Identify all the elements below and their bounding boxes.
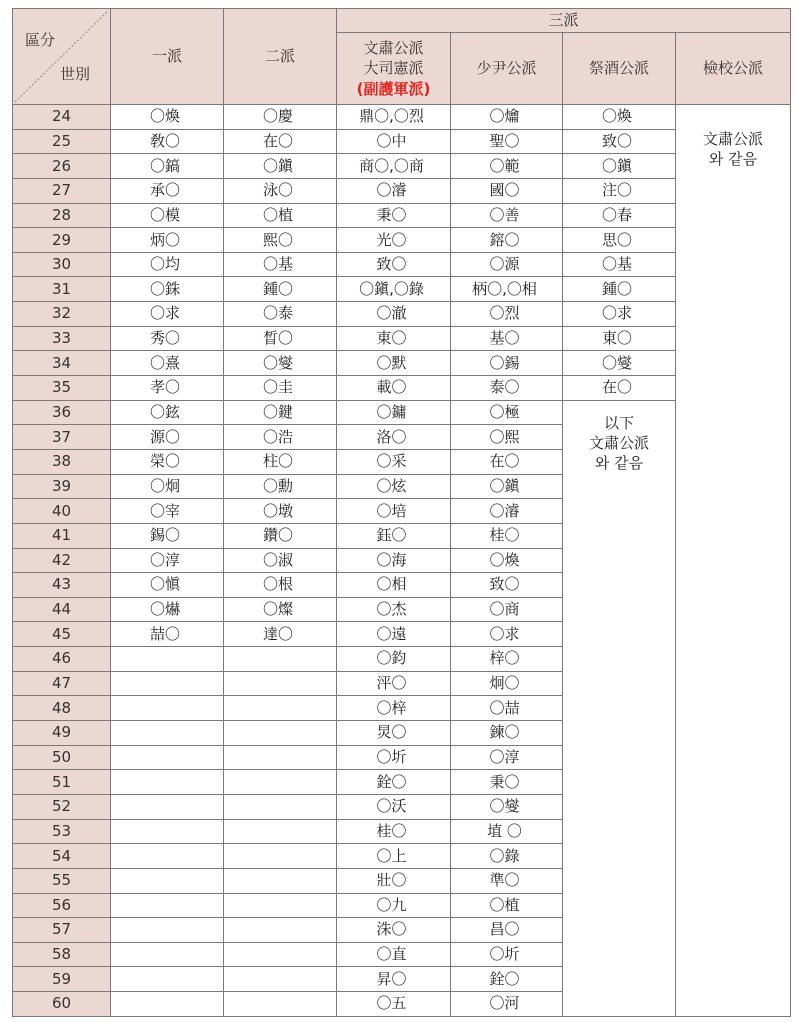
jejugong-cell: 〇鎭: [563, 154, 676, 179]
soyungong-cell: 秉〇: [451, 770, 563, 795]
jejugong-cell: 思〇: [563, 228, 676, 253]
soyungong-cell: 泰〇: [451, 376, 563, 401]
generation-number: 37: [13, 425, 111, 450]
table-row: [13, 105, 791, 130]
soyungong-cell: 基〇: [451, 326, 563, 351]
munsukgong-cell: 〇中: [337, 129, 451, 154]
munsukgong-cell: 〇九: [337, 893, 451, 918]
generation-number: 40: [13, 499, 111, 524]
generation-number: 32: [13, 302, 111, 327]
second-branch-cell: 泳〇: [224, 178, 337, 203]
generation-number: 55: [13, 868, 111, 893]
second-branch-cell: [224, 770, 337, 795]
soyungong-cell: 致〇: [451, 573, 563, 598]
munsukgong-cell: 商〇,〇商: [337, 154, 451, 179]
first-branch-cell: [111, 794, 224, 819]
second-branch-cell: 〇燦: [224, 597, 337, 622]
munsukgong-cell: 〇梓: [337, 696, 451, 721]
soyungong-cell: 在〇: [451, 449, 563, 474]
second-branch-cell: [224, 794, 337, 819]
generation-number: 56: [13, 893, 111, 918]
soyungong-cell: 梓〇: [451, 647, 563, 672]
first-branch-cell: [111, 967, 224, 992]
geomgyogong-note-line: 文肅公派: [703, 130, 764, 148]
first-branch-cell: 〇爀: [111, 597, 224, 622]
soyungong-cell: 〇錫: [451, 351, 563, 376]
jejugong-note: [563, 400, 676, 1016]
soyungong-cell: 昌〇: [451, 918, 563, 943]
first-branch-cell: [111, 992, 224, 1017]
first-branch-cell: [111, 647, 224, 672]
first-branch-cell: 〇鉉: [111, 400, 224, 425]
soyungong-cell: 〇煥: [451, 548, 563, 573]
munsukgong-cell: 壯〇: [337, 868, 451, 893]
first-branch-cell: [111, 893, 224, 918]
jejugong-cell: 東〇: [563, 326, 676, 351]
munsukgong-cell: 鈺〇: [337, 523, 451, 548]
munsukgong-cell: 〇濬: [337, 178, 451, 203]
first-branch-cell: [111, 721, 224, 746]
generation-number: 33: [13, 326, 111, 351]
table-row: [13, 252, 791, 277]
second-branch-cell: 〇墩: [224, 499, 337, 524]
first-branch-cell: 〇求: [111, 302, 224, 327]
second-branch-cell: 在〇: [224, 129, 337, 154]
generation-number: 48: [13, 696, 111, 721]
first-branch-cell: [111, 844, 224, 869]
munsukgong-cell: 〇五: [337, 992, 451, 1017]
first-branch-cell: 〇煥: [111, 105, 224, 130]
generation-number: 25: [13, 129, 111, 154]
table-row: [13, 351, 791, 376]
munsukgong-cell: 〇培: [337, 499, 451, 524]
first-branch-cell: 榮〇: [111, 449, 224, 474]
munsukgong-cell: 洙〇: [337, 918, 451, 943]
munsuk-header-line2: 大司憲派: [363, 58, 424, 77]
table-row: [13, 228, 791, 253]
munsukgong-cell: 銓〇: [337, 770, 451, 795]
first-branch-cell: 〇熹: [111, 351, 224, 376]
soyungong-cell: 〇鎭: [451, 474, 563, 499]
corner-label-generation: 世別: [60, 65, 91, 83]
generation-number: 24: [13, 105, 111, 130]
second-branch-cell: [224, 819, 337, 844]
second-branch-cell: 鍾〇: [224, 277, 337, 302]
munsukgong-cell: 〇圻: [337, 745, 451, 770]
soyungong-cell: 〇極: [451, 400, 563, 425]
munsukgong-cell: 鼎〇,〇烈: [337, 105, 451, 130]
soyungong-cell: 〇商: [451, 597, 563, 622]
soyungong-cell: 〇燮: [451, 794, 563, 819]
second-branch-cell: 〇根: [224, 573, 337, 598]
first-branch-cell: 〇鎬: [111, 154, 224, 179]
column-header-geomgyogong: 檢校公派: [676, 33, 791, 105]
first-branch-cell: 〇宰: [111, 499, 224, 524]
second-branch-cell: [224, 721, 337, 746]
generation-number: 51: [13, 770, 111, 795]
first-branch-cell: 〇淳: [111, 548, 224, 573]
munsukgong-cell: 光〇: [337, 228, 451, 253]
second-branch-cell: [224, 868, 337, 893]
munsukgong-cell: 昇〇: [337, 967, 451, 992]
second-branch-cell: [224, 671, 337, 696]
second-branch-cell: 〇植: [224, 203, 337, 228]
first-branch-cell: 承〇: [111, 178, 224, 203]
soyungong-cell: 埴 〇: [451, 819, 563, 844]
second-branch-cell: 〇基: [224, 252, 337, 277]
second-branch-cell: 〇淑: [224, 548, 337, 573]
munsukgong-cell: 東〇: [337, 326, 451, 351]
second-branch-cell: [224, 647, 337, 672]
jejugong-note-line: 와 같음: [594, 454, 644, 473]
munsukgong-cell: 〇直: [337, 942, 451, 967]
second-branch-cell: [224, 992, 337, 1017]
munsukgong-cell: 秉〇: [337, 203, 451, 228]
first-branch-cell: 〇炯: [111, 474, 224, 499]
generation-number: 39: [13, 474, 111, 499]
corner-header: [13, 9, 111, 105]
table-row: [13, 129, 791, 154]
soyungong-cell: 〇喆: [451, 696, 563, 721]
second-branch-cell: [224, 844, 337, 869]
first-branch-cell: [111, 868, 224, 893]
munsukgong-cell: 〇相: [337, 573, 451, 598]
second-branch-cell: [224, 942, 337, 967]
column-header-second-branch: 二派: [224, 9, 337, 105]
second-branch-cell: 〇圭: [224, 376, 337, 401]
soyungong-cell: 〇植: [451, 893, 563, 918]
generation-number: 52: [13, 794, 111, 819]
generation-name-table: [12, 8, 791, 1017]
soyungong-cell: 〇範: [451, 154, 563, 179]
generation-number: 57: [13, 918, 111, 943]
second-branch-cell: [224, 918, 337, 943]
generation-number: 53: [13, 819, 111, 844]
first-branch-cell: [111, 918, 224, 943]
second-branch-cell: 〇勳: [224, 474, 337, 499]
generation-number: 38: [13, 449, 111, 474]
soyungong-cell: 〇爚: [451, 105, 563, 130]
generation-number: 28: [13, 203, 111, 228]
second-branch-cell: [224, 967, 337, 992]
generation-number: 45: [13, 622, 111, 647]
generation-number: 30: [13, 252, 111, 277]
generation-number: 36: [13, 400, 111, 425]
second-branch-cell: 〇泰: [224, 302, 337, 327]
second-branch-cell: 〇鎭: [224, 154, 337, 179]
geomgyogong-note-line: 와 같음: [708, 150, 758, 169]
munsukgong-cell: 〇澈: [337, 302, 451, 327]
soyungong-cell: 〇濬: [451, 499, 563, 524]
generation-number: 43: [13, 573, 111, 598]
soyungong-cell: 國〇: [451, 178, 563, 203]
soyungong-cell: 桂〇: [451, 523, 563, 548]
munsukgong-cell: 泙〇: [337, 671, 451, 696]
first-branch-cell: 〇銖: [111, 277, 224, 302]
soyungong-cell: 〇求: [451, 622, 563, 647]
table-row: [13, 154, 791, 179]
generation-number: 26: [13, 154, 111, 179]
jejugong-cell: 〇基: [563, 252, 676, 277]
jejugong-cell: 注〇: [563, 178, 676, 203]
generation-number: 58: [13, 942, 111, 967]
second-branch-cell: [224, 696, 337, 721]
generation-number: 41: [13, 523, 111, 548]
munsukgong-cell: 〇炫: [337, 474, 451, 499]
jejugong-cell: 〇春: [563, 203, 676, 228]
second-branch-cell: 〇浩: [224, 425, 337, 450]
second-branch-cell: 達〇: [224, 622, 337, 647]
corner-label-category: 區分: [25, 31, 56, 49]
table-row: [13, 277, 791, 302]
soyungong-cell: 炯〇: [451, 671, 563, 696]
munsukgong-cell: 〇采: [337, 449, 451, 474]
generation-number: 34: [13, 351, 111, 376]
jejugong-note-line: 以下: [603, 413, 634, 432]
first-branch-cell: 孝〇: [111, 376, 224, 401]
munsukgong-cell: 〇沃: [337, 794, 451, 819]
soyungong-cell: 〇源: [451, 252, 563, 277]
generation-number: 31: [13, 277, 111, 302]
diagonal-divider: [13, 9, 110, 104]
munsukgong-cell: 洛〇: [337, 425, 451, 450]
second-branch-cell: 〇慶: [224, 105, 337, 130]
second-branch-cell: 柱〇: [224, 449, 337, 474]
jejugong-cell: 〇燮: [563, 351, 676, 376]
soyungong-cell: 〇熙: [451, 425, 563, 450]
first-branch-cell: [111, 770, 224, 795]
generation-number: 46: [13, 647, 111, 672]
soyungong-cell: 〇善: [451, 203, 563, 228]
jejugong-cell: 〇求: [563, 302, 676, 327]
munsuk-header-line1: 文肅公派: [363, 39, 424, 58]
soyungong-cell: 〇烈: [451, 302, 563, 327]
munsukgong-cell: 〇海: [337, 548, 451, 573]
table-row: [13, 178, 791, 203]
column-header-first-branch: 一派: [111, 9, 224, 105]
first-branch-cell: 〇模: [111, 203, 224, 228]
first-branch-cell: 源〇: [111, 425, 224, 450]
generation-number: 44: [13, 597, 111, 622]
first-branch-cell: 喆〇: [111, 622, 224, 647]
generation-number: 27: [13, 178, 111, 203]
second-branch-cell: [224, 893, 337, 918]
first-branch-cell: [111, 671, 224, 696]
munsukgong-cell: 〇鈞: [337, 647, 451, 672]
munsukgong-cell: 載〇: [337, 376, 451, 401]
first-branch-cell: [111, 696, 224, 721]
first-branch-cell: 秀〇: [111, 326, 224, 351]
munsukgong-cell: 〇遠: [337, 622, 451, 647]
second-branch-cell: 鑽〇: [224, 523, 337, 548]
soyungong-cell: 鍊〇: [451, 721, 563, 746]
jejugong-cell: 致〇: [563, 129, 676, 154]
soyungong-cell: 〇圻: [451, 942, 563, 967]
jejugong-cell: 鍾〇: [563, 277, 676, 302]
first-branch-cell: [111, 819, 224, 844]
first-branch-cell: [111, 745, 224, 770]
generation-number: 47: [13, 671, 111, 696]
jejugong-cell: 〇煥: [563, 105, 676, 130]
soyungong-cell: 聖〇: [451, 129, 563, 154]
second-branch-cell: [224, 745, 337, 770]
generation-number: 50: [13, 745, 111, 770]
munsukgong-cell: 〇杰: [337, 597, 451, 622]
munsukgong-cell: 桂〇: [337, 819, 451, 844]
table-row: [13, 400, 791, 425]
soyungong-cell: 柄〇,〇相: [451, 277, 563, 302]
munsuk-header-line3: (副護軍派): [356, 80, 431, 99]
generation-number: 35: [13, 376, 111, 401]
soyungong-cell: 鎔〇: [451, 228, 563, 253]
munsukgong-cell: 致〇: [337, 252, 451, 277]
table-row: [13, 376, 791, 401]
munsukgong-cell: 〇鏞: [337, 400, 451, 425]
table-row: [13, 203, 791, 228]
soyungong-cell: 〇錄: [451, 844, 563, 869]
column-header-soyungong: 少尹公派: [451, 33, 563, 105]
table-row: [13, 302, 791, 327]
munsukgong-cell: 〇上: [337, 844, 451, 869]
second-branch-cell: 〇鍵: [224, 400, 337, 425]
first-branch-cell: 錫〇: [111, 523, 224, 548]
generation-number: 54: [13, 844, 111, 869]
munsukgong-cell: 炅〇: [337, 721, 451, 746]
first-branch-cell: 炳〇: [111, 228, 224, 253]
second-branch-cell: 晳〇: [224, 326, 337, 351]
first-branch-cell: 〇愼: [111, 573, 224, 598]
generation-number: 59: [13, 967, 111, 992]
second-branch-cell: 熙〇: [224, 228, 337, 253]
soyungong-cell: 〇河: [451, 992, 563, 1017]
column-group-header-third-branch: 三派: [337, 9, 791, 33]
munsukgong-cell: 〇默: [337, 351, 451, 376]
generation-number: 42: [13, 548, 111, 573]
second-branch-cell: 〇燮: [224, 351, 337, 376]
first-branch-cell: [111, 942, 224, 967]
jejugong-cell: 在〇: [563, 376, 676, 401]
soyungong-cell: 銓〇: [451, 967, 563, 992]
first-branch-cell: 敎〇: [111, 129, 224, 154]
column-header-jejugong: 祭酒公派: [563, 33, 676, 105]
jejugong-note-line: 文肅公派: [588, 433, 649, 452]
column-header-munsukgong: [337, 33, 451, 105]
soyungong-cell: 準〇: [451, 868, 563, 893]
generation-number: 60: [13, 992, 111, 1017]
geomgyogong-note: [676, 105, 791, 1017]
generation-number: 29: [13, 228, 111, 253]
first-branch-cell: 〇均: [111, 252, 224, 277]
table-row: [13, 326, 791, 351]
munsukgong-cell: 〇鎭,〇錄: [337, 277, 451, 302]
table-body: [13, 105, 791, 1017]
soyungong-cell: 〇淳: [451, 745, 563, 770]
generation-number: 49: [13, 721, 111, 746]
